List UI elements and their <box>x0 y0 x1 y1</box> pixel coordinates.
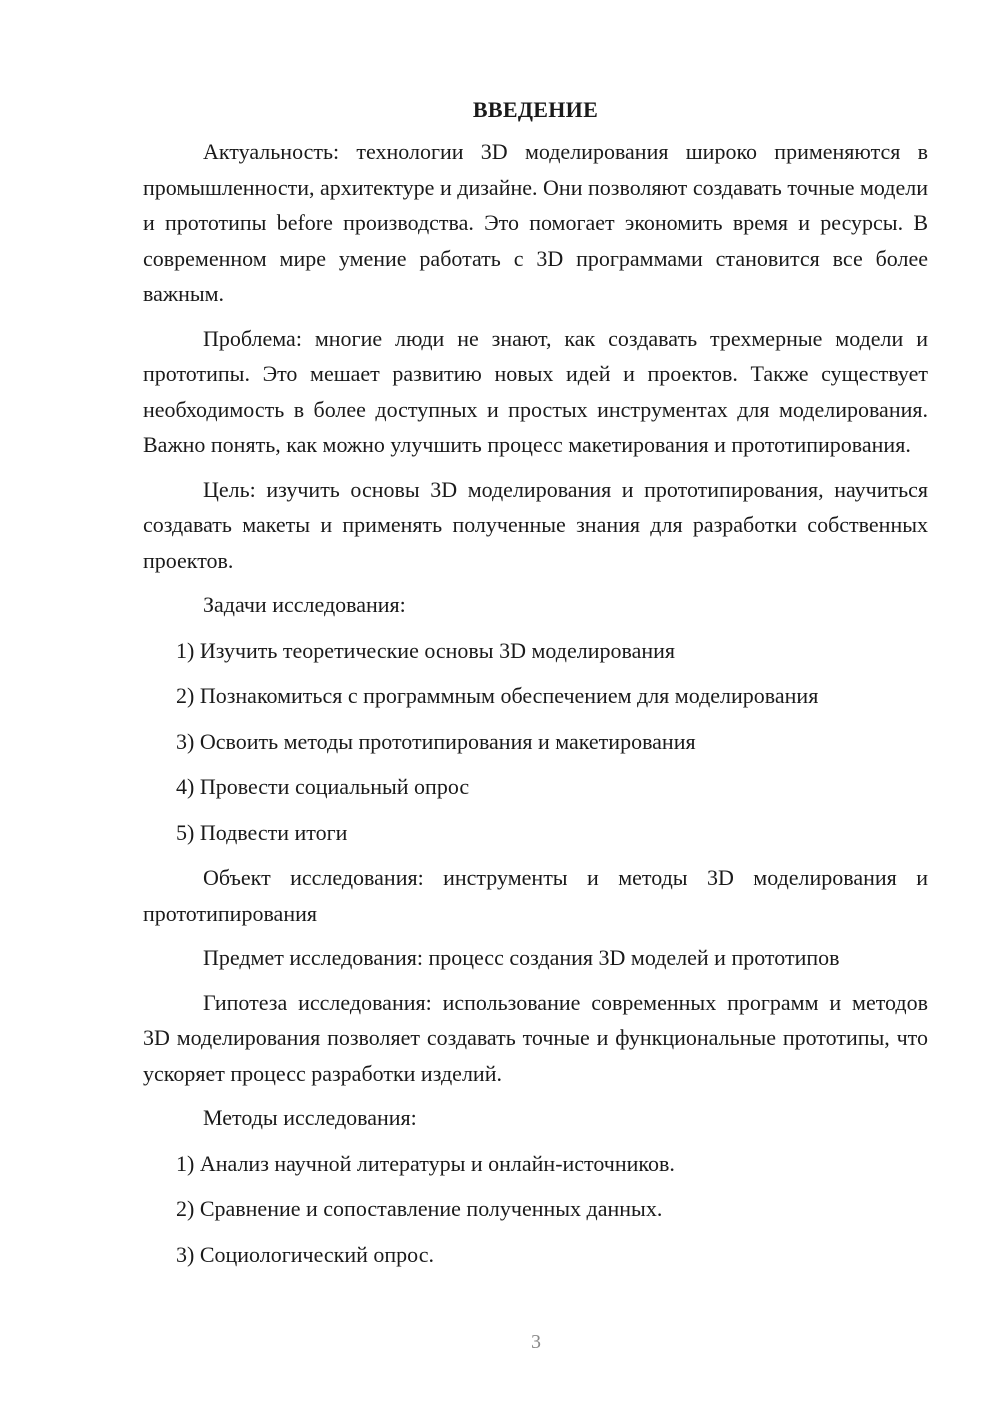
methods-heading: Методы исследования: <box>203 1105 417 1130</box>
list-item: 3) Социологический опрос. <box>176 1241 434 1267</box>
tasks-list <box>143 633 928 851</box>
goal-paragraph: Цель: изучить основы 3D моделирования и прототипирования, научиться создавать макеты и применять полученные знания для разработки собственных проектов. <box>143 476 928 573</box>
list-item: 1) Анализ научной литературы и онлайн-источников. <box>176 1150 675 1176</box>
tasks-heading: Задачи исследования: <box>203 592 406 617</box>
object-paragraph: Объект исследования: инструменты и методы 3D моделирования и прототипирования <box>143 865 928 926</box>
page-number: 3 <box>531 1331 541 1353</box>
list-item: 3) Освоить методы прототипирования и макетирования <box>176 728 696 754</box>
relevance-paragraph: Актуальность: технологии 3D моделирования широко применяются в промышленности, архитектуре и дизайне. Они позволяют создавать точные модели и прототипы before производства. Это помогает экономить время и ресурсы. В современном мире умение работать с 3D программами становится все более важным. <box>143 139 928 306</box>
list-item: 2) Познакомиться с программным обеспечением для моделирования <box>176 683 819 708</box>
page-title: ВВЕДЕНИЕ <box>472 97 599 122</box>
methods-list <box>143 1146 928 1273</box>
list-item: 4) Провести социальный опрос <box>176 774 470 799</box>
list-item: 1) Изучить теоретические основы 3D моделирования <box>176 637 675 663</box>
hypothesis-paragraph: Гипотеза исследования: использование современных программ и методов 3D моделирования позволяет создавать точные и функциональные прототипы, что ускоряет процесс разработки изделий. <box>143 989 928 1086</box>
document-page <box>143 92 928 1282</box>
subject-paragraph: Предмет исследования: процесс создания 3D моделей и прототипов <box>203 945 840 970</box>
list-item: 5) Подвести итоги <box>176 819 348 845</box>
problem-paragraph: Проблема: многие люди не знают, как создавать трехмерные модели и прототипы. Это мешает развитию новых идей и проектов. Также существует необходимость в более доступных и простых инструментах для моделирования. Важно понять, как можно улучшить процесс макетирования и прототипирования. <box>143 325 928 457</box>
list-item: 2) Сравнение и сопоставление полученных данных. <box>176 1196 663 1221</box>
